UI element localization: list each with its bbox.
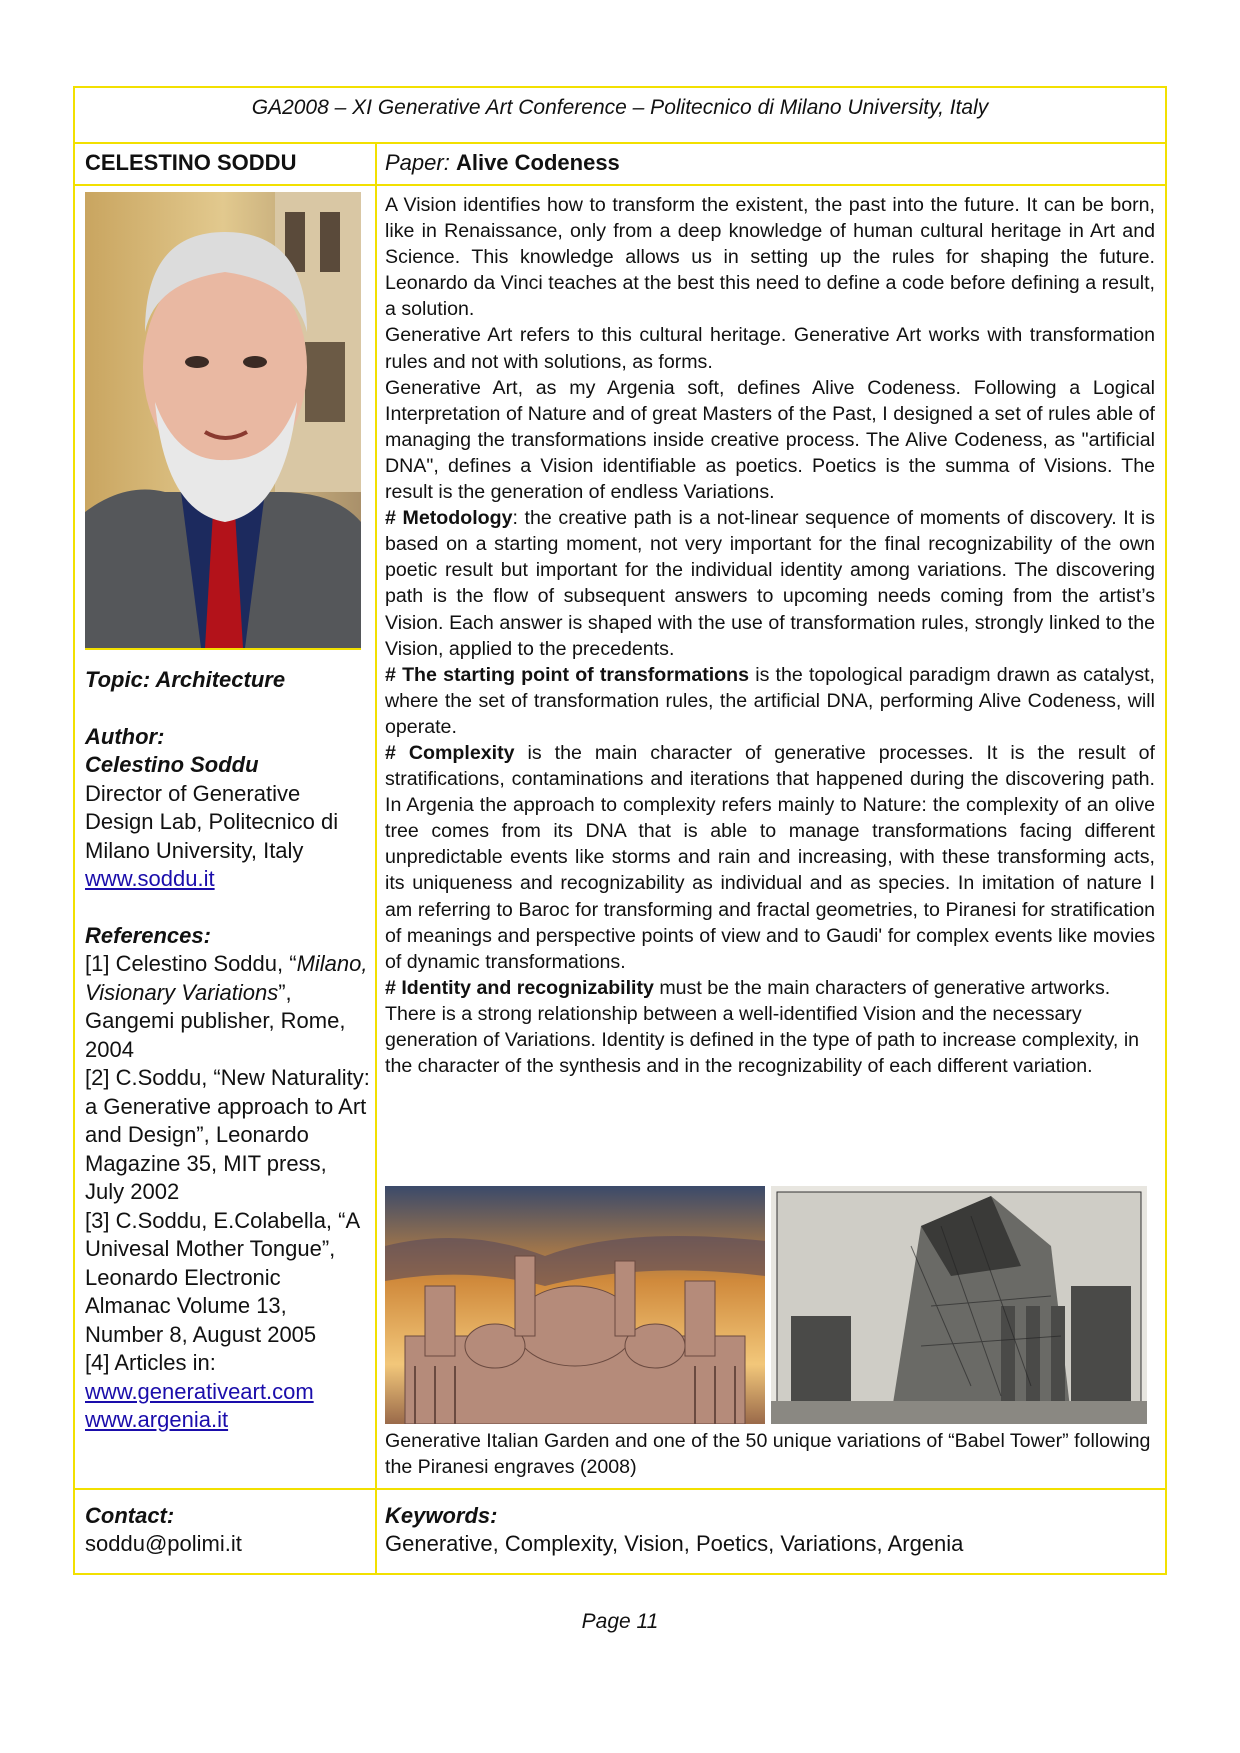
section-label: # Metodology [385,507,513,530]
website-link[interactable]: www.soddu.it [85,866,215,891]
argenia-link[interactable]: www.argenia.it [85,1407,229,1432]
title-divider [75,184,1165,186]
paper-title-line [385,150,620,176]
topic: Topic: Architecture [85,667,286,692]
section-text: must be the main characters of generative artworks. There is a strong relationship between a well-identified Vision and the necessary generation of Variations. Identity is defined in the type of path to increase complexity, in the character of the synthesis and in the recognizability of each different variation. [385,976,1140,1078]
references-heading: References: [85,922,211,948]
paper-frame [73,86,1167,1575]
author-photo [85,192,361,650]
babel-tower-image [771,1186,1147,1424]
reference-2: [2] C.Soddu, “New Naturality: a Generative approach to Art and Design”, Leonardo Magazine 35, MIT press, July 2002 [85,1065,370,1204]
section-text: is the topological paradigm drawn as catalyst, where the set of transformation rules, the artificial DNA, performing Alive Codeness, will operate. [385,663,1156,738]
keywords-list: Generative, Complexity, Vision, Poetics, Variations, Argenia [385,1531,964,1556]
abstract-paragraph: Generative Art refers to this cultural heritage. Generative Art works with transformation rules and not with solutions, as forms. [385,324,1155,373]
contact-email: soddu@polimi.it [85,1531,242,1556]
column-divider [375,144,377,1573]
conference-header: GA2008 – XI Generative Art Conference – Politecnico di Milano University, Italy [251,96,989,119]
author-heading: Author: [85,723,165,749]
figure-caption: Generative Italian Garden and one of the 50 unique variations of “Babel Tower” following the Piranesi engraves (2008) [385,1430,1151,1478]
abstract-paragraph [385,662,1155,740]
author-name: Celestino Soddu [85,752,259,777]
reference-1 [85,950,370,1064]
contact-heading: Contact: [85,1503,175,1528]
paper-label: Paper: [385,150,450,175]
section-label: # The starting point of transformations [385,663,750,686]
generative-garden-image [385,1186,765,1424]
reference-3: [3] C.Soddu, E.Colabella, “A Univesal Mother Tongue”, Leonardo Electronic Almanac Volume 13, Number 8, August 2005 [85,1207,359,1347]
section-text: is the main character of generative processes. It is the result of stratifications, contaminations and iterations that happened during the discovering path. In Argenia the approach to complexity refers mainly to Nature: the complexity of an olive tree comes from its DNA that is able to manage transformations facing different unpredictable events like storms and rain and increasing, with these transforming acts, its uniqueness and recognizability as individual and as species. In imitation of nature I am referring to Baroc for transforming and fractal geometries, to Piranesi for stratification of meanings and perspective points of view and to Gaudi' for complex events like movies of dynamic transformations. [385,741,1155,973]
reference-4: [4] Articles in: [85,1350,216,1375]
reference-1-prefix: [1] Celestino Soddu, “ [85,951,297,976]
keywords-heading: Keywords: [385,1503,498,1528]
abstract-paragraph: Generative Art, as my Argenia soft, defines Alive Codeness. Following a Logical Interpretation of Nature and of great Masters of the Past, I designed a set of rules able of managing the transformations inside creative process. The Alive Codeness, as "artificial DNA", defines a Vision identifiable as poetics. Poetics is the summa of Visions. The result is the generation of endless Variations. [385,376,1155,504]
header-divider [75,142,1165,144]
generativeart-link[interactable]: www.generativeart.com [85,1378,314,1404]
abstract-paragraph [385,505,1155,662]
footer-divider [75,1488,1165,1490]
abstract-paragraph [385,740,1155,975]
abstract-paragraph [385,975,1155,1079]
page-number: Page 11 [581,1610,659,1633]
paper-title: Alive Codeness [455,150,620,175]
abstract [385,192,1155,1079]
section-label: # Complexity [385,741,515,764]
keywords-block [385,1502,963,1558]
abstract-paragraph: A Vision identifies how to transform the existent, the past into the future. It can be born, like in Renaissance, only from a deep knowledge of human cultural heritage in Art and Science. This knowledge allows us in setting up the rules for shaping the future. Leonardo da Vinci teaches at the best this need to define a code before defining a result, a solution. [385,194,1155,321]
author-affiliation: Director of Generative Design Lab, Politecnico di Milano University, Italy [85,780,339,863]
left-column [85,666,370,1435]
section-text: : the creative path is a not-linear sequence of moments of discovery. It is based on a starting moment, not very important for the final recognizability of the own poetic result but important for the individual identity among variations. The discovering path is the flow of subsequent answers to upcoming needs coming from the artist’s Vision. Each answer is shaped with the use of transformation rules, strongly linked to the Vision, applied to the precedents. [385,507,1155,660]
author-name-header: CELESTINO SODDU [85,150,297,175]
contact-block [85,1502,242,1558]
section-label: # Identity and recognizability [385,976,654,999]
reference-1-title: Milano, Visionary Variations [85,951,368,1005]
reference-1-suffix: ”, Gangemi publisher, Rome, 2004 [85,979,346,1062]
